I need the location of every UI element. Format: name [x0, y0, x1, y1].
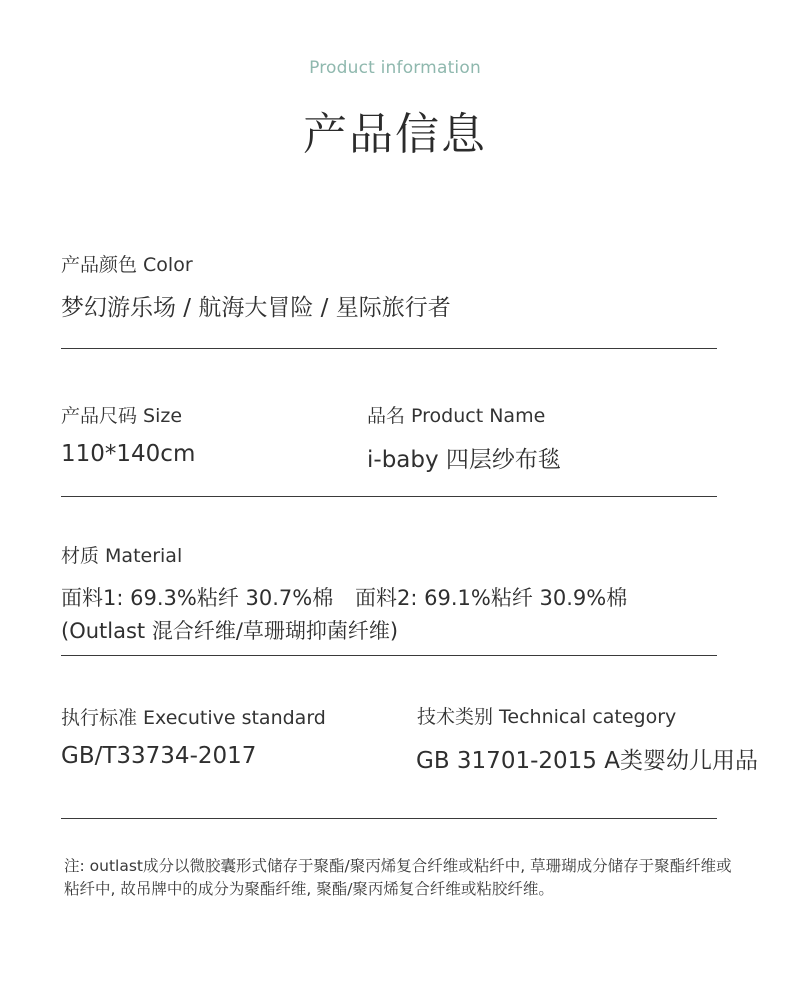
divider [61, 655, 717, 656]
divider [61, 348, 717, 349]
material-label: 材质 Material [61, 545, 183, 567]
page-subtitle: Product information [309, 58, 481, 78]
divider [61, 818, 717, 819]
product-name-label: 品名 Product Name [367, 405, 546, 427]
divider [61, 496, 717, 497]
standard-label: 执行标准 Executive standard [61, 707, 326, 729]
size-label: 产品尺码 Size [61, 405, 183, 427]
product-name-value: i-baby 四层纱布毯 [367, 447, 561, 473]
standard-value: GB/T33734-2017 [61, 743, 257, 769]
color-label: 产品颜色 Color [61, 254, 193, 276]
page-title: 产品信息 [303, 109, 487, 160]
category-label: 技术类别 Technical category [417, 706, 677, 728]
category-value: GB 31701-2015 A类婴幼儿用品 [416, 748, 758, 774]
size-value: 110*140cm [61, 441, 196, 467]
color-value: 梦幻游乐场 / 航海大冒险 / 星际旅行者 [61, 295, 451, 321]
fabric2-value: 面料2: 69.1%粘纤 30.9%棉 [355, 586, 628, 610]
footnote: 注: outlast成分以微胶囊形式储存于聚酯/聚丙烯复合纤维或粘纤中, 草珊瑚成分储存于聚酯纤维或粘纤中, 故吊牌中的成分为聚酯纤维, 聚酯/聚丙烯复合纤维或粘胶纤维。 [64, 857, 732, 898]
composition-value: (Outlast 混合纤维/草珊瑚抑菌纤维) [61, 619, 399, 643]
fabric1-value: 面料1: 69.3%粘纤 30.7%棉 [61, 586, 334, 610]
